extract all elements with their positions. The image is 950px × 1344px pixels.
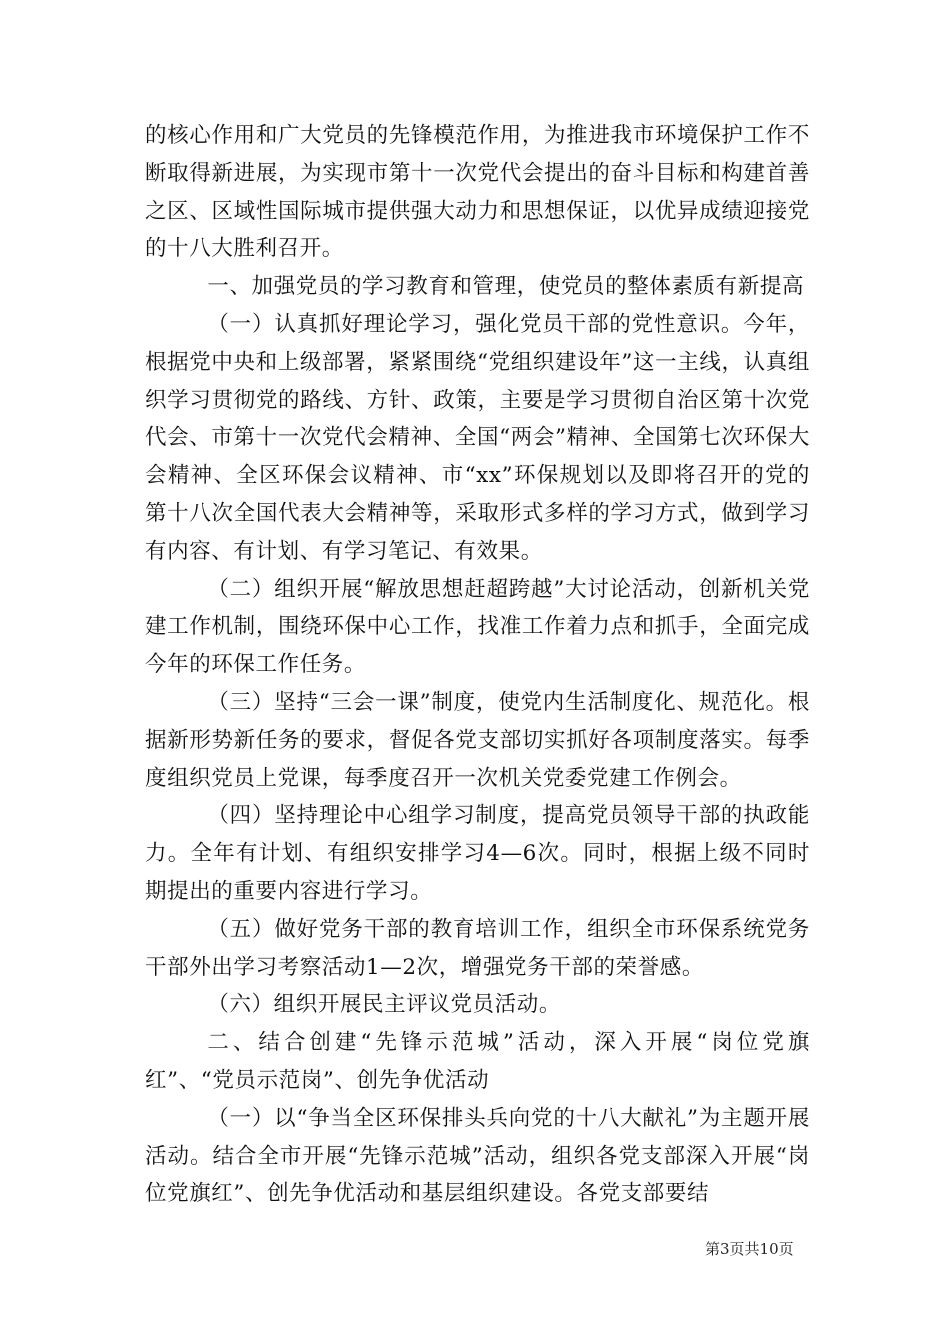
- section-heading-2: 二、结合创建“先锋示范城”活动，深入开展“岗位党旗红”、“党员示范岗”、创先争优活动: [145, 1030, 810, 1093]
- paragraph-1-4: （四）坚持理论中心组学习制度，提高党员领导干部的执政能力。全年有计划、有组织安排学习4—6次。同时，根据上级不同时期提出的重要内容进行学习。: [145, 803, 810, 904]
- paragraph-1-1: （一）认真抓好理论学习，强化党员干部的党性意识。今年，根据党中央和上级部署，紧紧围绕“党组织建设年”这一主线，认真组织学习贯彻党的路线、方针、政策，主要是学习贯彻自治区第十次党代会、市第十一次党代会精神、全国“两会”精神、全国第七次环保大会精神、全区环保会议精神、市“xx”环保规划以及即将召开的党的第十八次全国代表大会精神等，采取形式多样的学习方式，做到学习有内容、有计划、有学习笔记、有效果。: [145, 311, 810, 564]
- document-body: [145, 117, 810, 1213]
- paragraph-2-1: （一）以“争当全区环保排头兵向党的十八大献礼”为主题开展活动。结合全市开展“先锋示范城”活动，组织各党支部深入开展“岗位党旗红”、创先争优活动和基层组织建设。各党支部要结: [145, 1105, 810, 1207]
- paragraph-1-3: （三）坚持“三会一课”制度，使党内生活制度化、规范化。根据新形势新任务的要求，督促各党支部切实抓好各项制度落实。每季度组织党员上党课，每季度召开一次机关党委党建工作例会。: [145, 689, 810, 791]
- paragraph-1-2: （二）组织开展“解放思想赶超跨越”大讨论活动，创新机关党建工作机制，围绕环保中心工作，找准工作着力点和抓手，全面完成今年的环保工作任务。: [145, 576, 810, 678]
- page-number-footer: 第3页共10页: [705, 1240, 794, 1258]
- paragraph-1-6: （六）组织开展民主评议党员活动。: [207, 992, 561, 1018]
- paragraph-continuation: 的核心作用和广大党员的先锋模范作用，为推进我市环境保护工作不断取得新进展，为实现市第十一次党代会提出的奋斗目标和构建首善之区、区域性国际城市提供强大动力和思想保证，以优异成绩迎接党的十八大胜利召开。: [145, 123, 810, 262]
- paragraph-1-5: （五）做好党务干部的教育培训工作，组织全市环保系统党务干部外出学习考察活动1—2次，增强党务干部的荣誉感。: [145, 916, 810, 980]
- section-heading-1: 一、加强党员的学习教育和管理，使党员的整体素质有新提高: [207, 274, 805, 300]
